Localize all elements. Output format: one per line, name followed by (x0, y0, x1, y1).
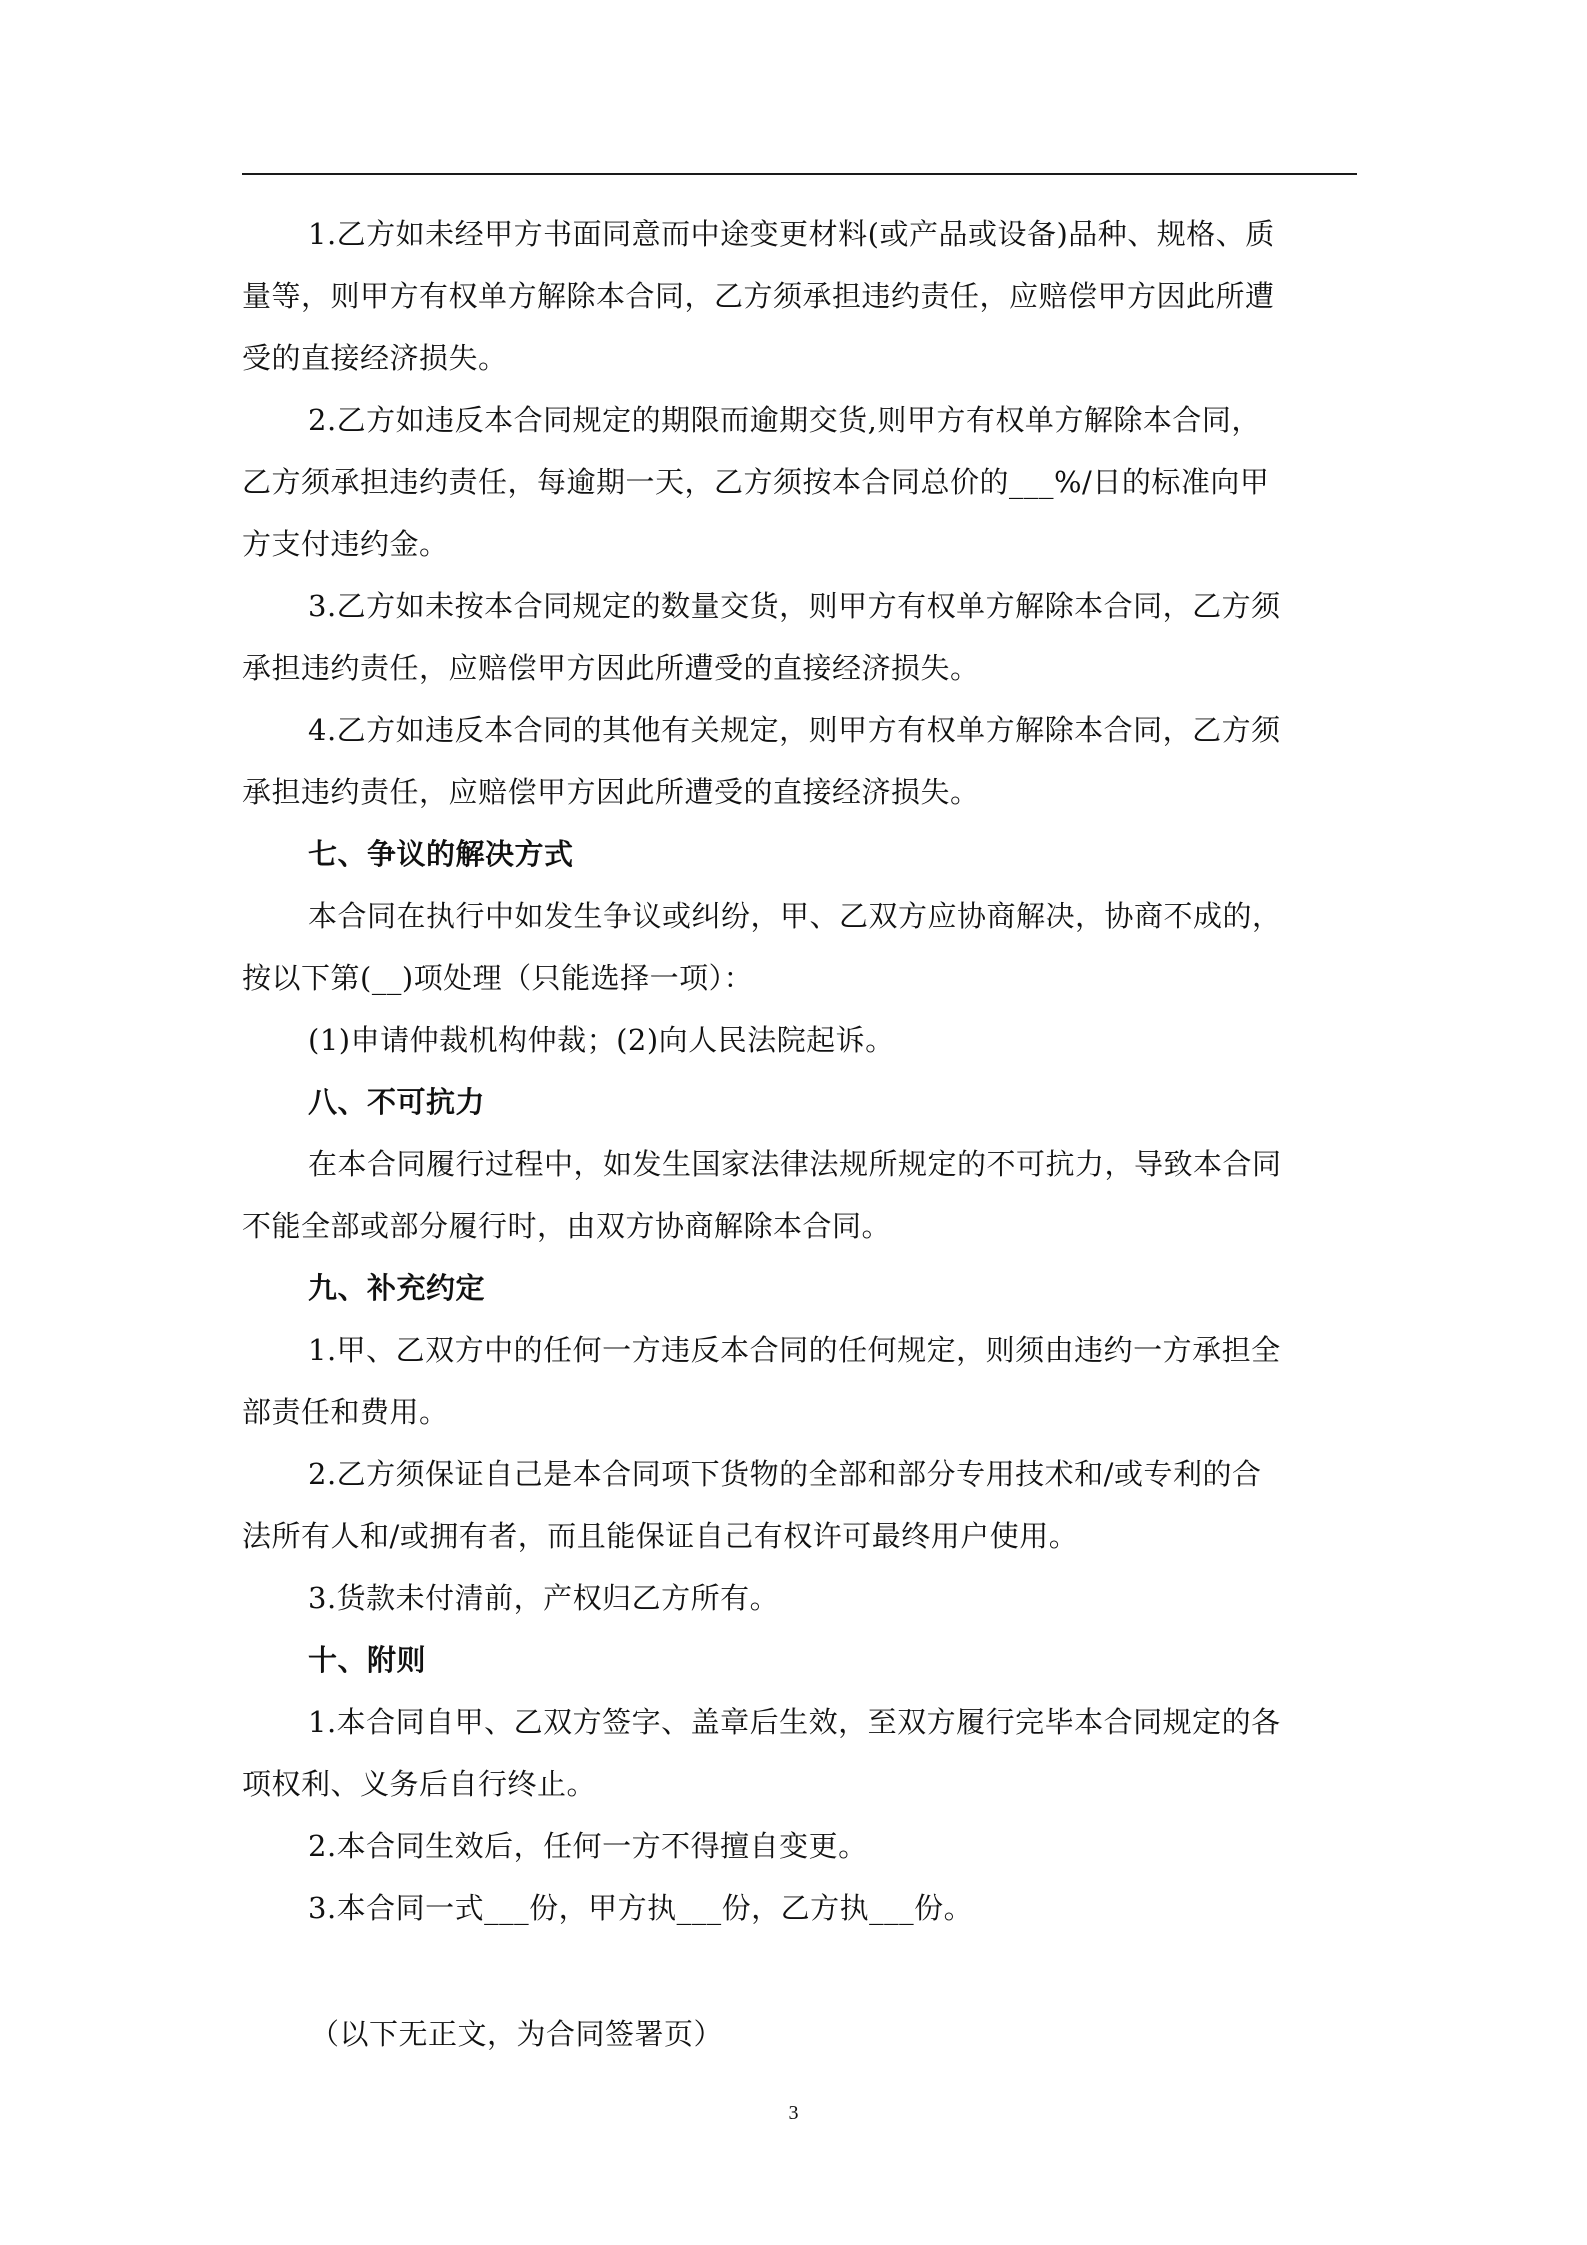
section-9-heading: 九、补充约定 (308, 1271, 486, 1305)
supplement-clause-3: 3.货款未付清前，产权归乙方所有。 (308, 1581, 780, 1615)
appendix-clause-1: 1.本合同自甲、乙双方签字、盖章后生效，至双方履行完毕本合同规定的各 项权利、义务后自行终止。 (242, 1705, 1281, 1801)
section-8-heading: 八、不可抗力 (308, 1085, 486, 1119)
closing-note: （以下无正文，为合同签署页） (310, 2017, 724, 2051)
force-majeure-paragraph: 在本合同履行过程中，如发生国家法律法规所规定的不可抗力，导致本合同 不能全部或部分履行时，由双方协商解除本合同。 (242, 1147, 1282, 1243)
dispute-resolution-paragraph: 本合同在执行中如发生争议或纠纷，甲、乙双方应协商解决，协商不成的， 按以下第(__)项处理（只能选择一项）： (242, 899, 1282, 995)
breach-clause-3: 3.乙方如未按本合同规定的数量交货，则甲方有权单方解除本合同，乙方须 承担违约责任，应赔偿甲方因此所遭受的直接经济损失。 (242, 589, 1281, 685)
breach-clause-1: 1.乙方如未经甲方书面同意而中途变更材料(或产品或设备)品种、规格、质 量等，则甲方有权单方解除本合同，乙方须承担违约责任，应赔偿甲方因此所遭 受的直接经济损失。 (242, 217, 1275, 375)
supplement-clause-2: 2.乙方须保证自己是本合同项下货物的全部和部分专用技术和/或专利的合 法所有人和/或拥有者，而且能保证自己有权许可最终用户使用。 (242, 1457, 1262, 1553)
page-number: 3 (788, 2102, 799, 2124)
supplement-clause-1: 1.甲、乙双方中的任何一方违反本合同的任何规定，则须由违约一方承担全 部责任和费用。 (242, 1333, 1281, 1429)
breach-clause-4: 4.乙方如违反本合同的其他有关规定，则甲方有权单方解除本合同，乙方须 承担违约责任，应赔偿甲方因此所遭受的直接经济损失。 (242, 713, 1281, 809)
contract-body (242, 203, 1357, 1939)
dispute-options: (1)申请仲裁机构仲裁；(2)向人民法院起诉。 (308, 1023, 895, 1057)
appendix-clause-2: 2.本合同生效后，任何一方不得擅自变更。 (308, 1829, 868, 1863)
breach-clause-2: 2.乙方如违反本合同规定的期限而逾期交货,则甲方有权单方解除本合同， 乙方须承担违约责任，每逾期一天，乙方须按本合同总价的___%/日的标准向甲 方支付违约金。 (242, 403, 1270, 561)
section-7-heading: 七、争议的解决方式 (308, 837, 574, 871)
header-rule (242, 173, 1357, 175)
section-10-heading: 十、附则 (308, 1643, 427, 1677)
appendix-clause-3: 3.本合同一式___份，甲方执___份，乙方执___份。 (308, 1891, 974, 1925)
